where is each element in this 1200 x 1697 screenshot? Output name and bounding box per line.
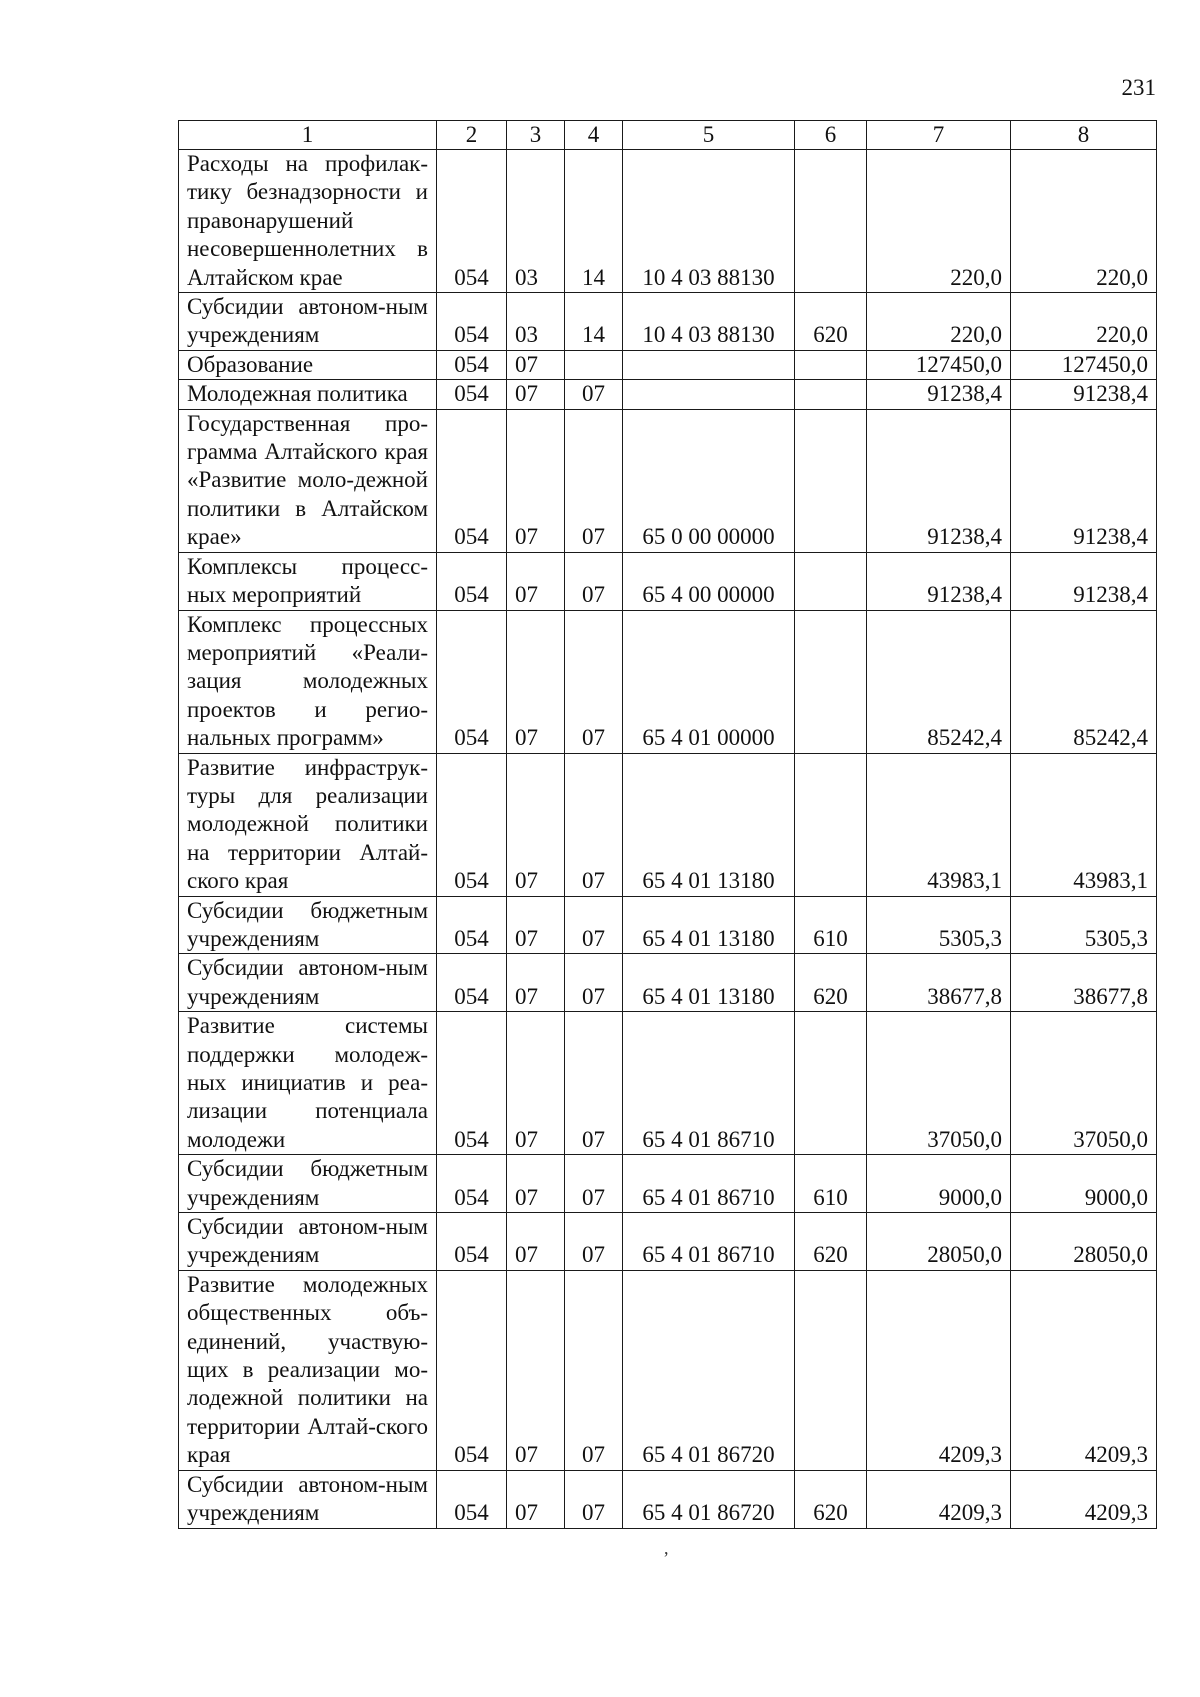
section-code-cell: 07 [507, 954, 565, 1012]
ved-code-cell: 054 [437, 753, 507, 896]
row-name-cell: Расходы на профилак-тику безнадзорности и правонарушений несовершеннолетних в Алтайском крае [179, 150, 437, 293]
expense-type-cell [795, 1012, 867, 1155]
target-article-cell: 65 4 01 86710 [623, 1012, 795, 1155]
row-name-cell: Субсидии автоном-ным учреждениям [179, 1470, 437, 1528]
expense-type-cell [795, 610, 867, 753]
ved-code-cell: 054 [437, 1470, 507, 1528]
subsection-code-cell: 07 [565, 610, 623, 753]
subsection-code-cell: 14 [565, 293, 623, 351]
target-article-cell: 65 4 01 86720 [623, 1470, 795, 1528]
column-header: 2 [437, 121, 507, 150]
expense-type-cell: 620 [795, 1213, 867, 1271]
section-code-cell: 07 [507, 1470, 565, 1528]
page-number: 231 [1121, 75, 1156, 100]
section-code-cell: 07 [507, 409, 565, 552]
ved-code-cell: 054 [437, 610, 507, 753]
amount-col8-cell: 91238,4 [1011, 409, 1157, 552]
section-code-cell: 07 [507, 1213, 565, 1271]
section-code-cell: 07 [507, 610, 565, 753]
amount-col7-cell: 4209,3 [867, 1270, 1011, 1470]
target-article-cell: 10 4 03 88130 [623, 293, 795, 351]
section-code-cell: 07 [507, 552, 565, 610]
row-name-cell: Субсидии автоном-ным учреждениям [179, 1213, 437, 1271]
table-row [179, 1470, 1157, 1528]
amount-col8-cell: 85242,4 [1011, 610, 1157, 753]
amount-col8-cell: 4209,3 [1011, 1270, 1157, 1470]
amount-col7-cell: 5305,3 [867, 896, 1011, 954]
target-article-cell: 65 4 01 00000 [623, 610, 795, 753]
section-code-cell: 07 [507, 1270, 565, 1470]
expense-type-cell [795, 1270, 867, 1470]
expense-type-cell: 620 [795, 293, 867, 351]
expense-type-cell [795, 552, 867, 610]
amount-col7-cell: 43983,1 [867, 753, 1011, 896]
row-name-cell: Субсидии бюджетным учреждениям [179, 896, 437, 954]
expense-type-cell: 620 [795, 1470, 867, 1528]
ved-code-cell: 054 [437, 150, 507, 293]
table-body [179, 150, 1157, 1529]
expense-type-cell: 610 [795, 1155, 867, 1213]
amount-col7-cell: 37050,0 [867, 1012, 1011, 1155]
subsection-code-cell: 14 [565, 150, 623, 293]
subsection-code-cell: 07 [565, 1270, 623, 1470]
subsection-code-cell: 07 [565, 409, 623, 552]
amount-col7-cell: 91238,4 [867, 380, 1011, 409]
amount-col7-cell: 85242,4 [867, 610, 1011, 753]
column-header: 6 [795, 121, 867, 150]
row-name-cell: Субсидии бюджетным учреждениям [179, 1155, 437, 1213]
table-row [179, 150, 1157, 293]
ved-code-cell: 054 [437, 1213, 507, 1271]
subsection-code-cell: 07 [565, 380, 623, 409]
row-name-cell: Субсидии автоном-ным учреждениям [179, 954, 437, 1012]
section-code-cell: 07 [507, 1012, 565, 1155]
amount-col8-cell: 91238,4 [1011, 380, 1157, 409]
target-article-cell: 65 0 00 00000 [623, 409, 795, 552]
expense-type-cell [795, 380, 867, 409]
ved-code-cell: 054 [437, 1012, 507, 1155]
amount-col8-cell: 37050,0 [1011, 1012, 1157, 1155]
column-header: 5 [623, 121, 795, 150]
row-name-cell: Государственная про-грамма Алтайского края «Развитие моло-дежной политики в Алтайском крае» [179, 409, 437, 552]
row-name-cell: Развитие молодежных общественных объ-единений, участвую-щих в реализации мо-лодежной политики на территории Алтай-ского края [179, 1270, 437, 1470]
amount-col8-cell: 127450,0 [1011, 350, 1157, 379]
budget-table [178, 120, 1157, 1529]
target-article-cell: 10 4 03 88130 [623, 150, 795, 293]
target-article-cell: 65 4 01 86710 [623, 1155, 795, 1213]
amount-col8-cell: 91238,4 [1011, 552, 1157, 610]
ved-code-cell: 054 [437, 350, 507, 379]
table-row [179, 350, 1157, 379]
table-row [179, 896, 1157, 954]
expense-type-cell [795, 753, 867, 896]
subsection-code-cell: 07 [565, 1155, 623, 1213]
amount-col8-cell: 9000,0 [1011, 1155, 1157, 1213]
row-name-cell: Образование [179, 350, 437, 379]
amount-col8-cell: 220,0 [1011, 150, 1157, 293]
target-article-cell: 65 4 00 00000 [623, 552, 795, 610]
amount-col7-cell: 38677,8 [867, 954, 1011, 1012]
amount-col7-cell: 4209,3 [867, 1470, 1011, 1528]
table-row [179, 954, 1157, 1012]
section-code-cell: 07 [507, 380, 565, 409]
table-header-row [179, 121, 1157, 150]
table-row [179, 409, 1157, 552]
expense-type-cell [795, 350, 867, 379]
expense-type-cell: 620 [795, 954, 867, 1012]
amount-col8-cell: 220,0 [1011, 293, 1157, 351]
column-header: 1 [179, 121, 437, 150]
table-row [179, 610, 1157, 753]
target-article-cell: 65 4 01 13180 [623, 954, 795, 1012]
subsection-code-cell: 07 [565, 1470, 623, 1528]
ved-code-cell: 054 [437, 380, 507, 409]
subsection-code-cell: 07 [565, 753, 623, 896]
target-article-cell [623, 380, 795, 409]
ved-code-cell: 054 [437, 954, 507, 1012]
table-row [179, 552, 1157, 610]
row-name-cell: Молодежная политика [179, 380, 437, 409]
amount-col8-cell: 43983,1 [1011, 753, 1157, 896]
table-row [179, 753, 1157, 896]
table-row [179, 1155, 1157, 1213]
amount-col7-cell: 127450,0 [867, 350, 1011, 379]
target-article-cell: 65 4 01 13180 [623, 896, 795, 954]
amount-col8-cell: 4209,3 [1011, 1470, 1157, 1528]
subsection-code-cell: 07 [565, 1012, 623, 1155]
row-name-cell: Субсидии автоном-ным учреждениям [179, 293, 437, 351]
expense-type-cell: 610 [795, 896, 867, 954]
amount-col7-cell: 91238,4 [867, 409, 1011, 552]
subsection-code-cell [565, 350, 623, 379]
subsection-code-cell: 07 [565, 954, 623, 1012]
expense-type-cell [795, 409, 867, 552]
amount-col7-cell: 91238,4 [867, 552, 1011, 610]
table-row [179, 1012, 1157, 1155]
amount-col7-cell: 220,0 [867, 293, 1011, 351]
ved-code-cell: 054 [437, 552, 507, 610]
amount-col7-cell: 9000,0 [867, 1155, 1011, 1213]
column-header: 7 [867, 121, 1011, 150]
subsection-code-cell: 07 [565, 552, 623, 610]
ved-code-cell: 054 [437, 1155, 507, 1213]
amount-col8-cell: 5305,3 [1011, 896, 1157, 954]
target-article-cell: 65 4 01 86710 [623, 1213, 795, 1271]
ved-code-cell: 054 [437, 293, 507, 351]
scan-mark: , [664, 1538, 669, 1558]
section-code-cell: 07 [507, 350, 565, 379]
row-name-cell: Развитие инфраструк-туры для реализации молодежной политики на территории Алтай-ского края [179, 753, 437, 896]
row-name-cell: Развитие системы поддержки молодеж-ных инициатив и реа-лизации потенциала молодежи [179, 1012, 437, 1155]
section-code-cell: 07 [507, 753, 565, 896]
section-code-cell: 03 [507, 150, 565, 293]
column-header: 8 [1011, 121, 1157, 150]
subsection-code-cell: 07 [565, 1213, 623, 1271]
expense-type-cell [795, 150, 867, 293]
subsection-code-cell: 07 [565, 896, 623, 954]
row-name-cell: Комплекс процессных мероприятий «Реали-зация молодежных проектов и регио-нальных программ» [179, 610, 437, 753]
ved-code-cell: 054 [437, 1270, 507, 1470]
section-code-cell: 07 [507, 1155, 565, 1213]
table-row [179, 1270, 1157, 1470]
amount-col7-cell: 220,0 [867, 150, 1011, 293]
section-code-cell: 07 [507, 896, 565, 954]
table-row [179, 1213, 1157, 1271]
table-row [179, 380, 1157, 409]
column-header: 3 [507, 121, 565, 150]
row-name-cell: Комплексы процесс-ных мероприятий [179, 552, 437, 610]
table-row [179, 293, 1157, 351]
column-header: 4 [565, 121, 623, 150]
amount-col8-cell: 28050,0 [1011, 1213, 1157, 1271]
section-code-cell: 03 [507, 293, 565, 351]
target-article-cell: 65 4 01 13180 [623, 753, 795, 896]
ved-code-cell: 054 [437, 896, 507, 954]
target-article-cell: 65 4 01 86720 [623, 1270, 795, 1470]
ved-code-cell: 054 [437, 409, 507, 552]
amount-col8-cell: 38677,8 [1011, 954, 1157, 1012]
target-article-cell [623, 350, 795, 379]
amount-col7-cell: 28050,0 [867, 1213, 1011, 1271]
